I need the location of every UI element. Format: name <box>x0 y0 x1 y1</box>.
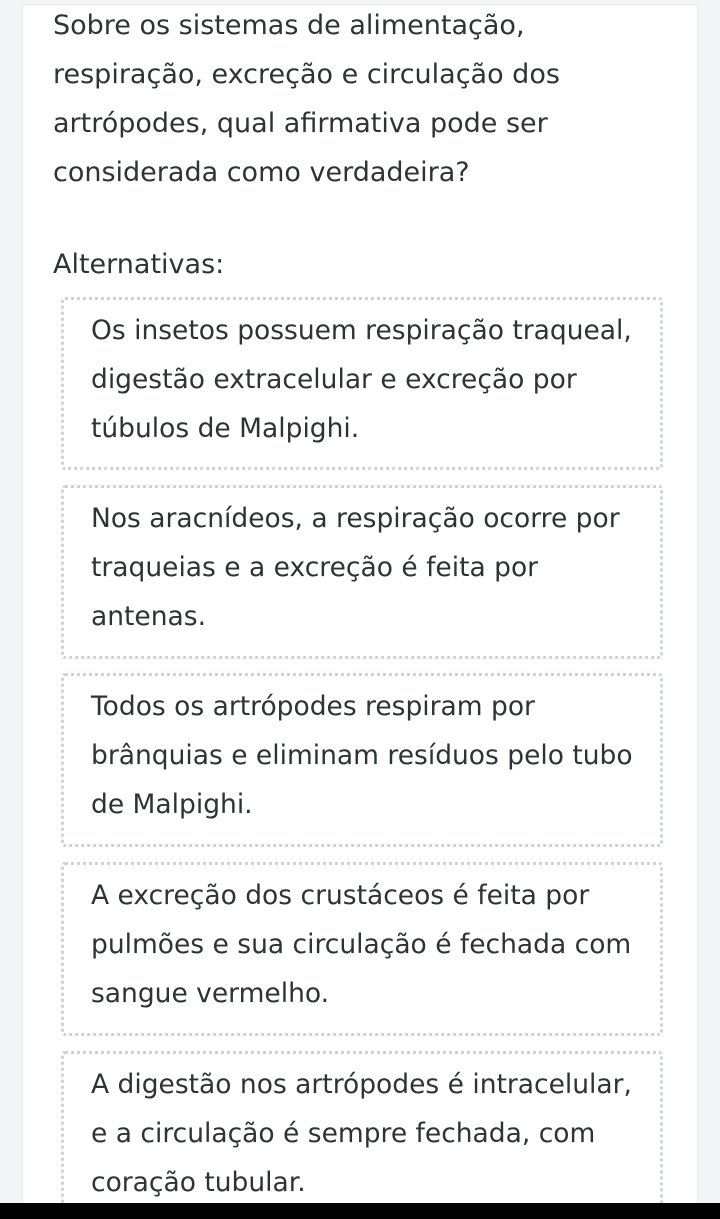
question-text: Sobre os sistemas de alimentação, respiração, excreção e circulação dos artrópodes, qual afirmativa pode ser considerada como verdadeira? <box>53 10 560 188</box>
option-1[interactable]: Os insetos possuem respiração traqueal, digestão extracelular e excreção por túbulos de Malpighi. <box>61 297 663 470</box>
screen-bottom-bar <box>0 1203 720 1219</box>
option-3[interactable]: Todos os artrópodes respiram por brânquias e eliminam resíduos pelo tubo de Malpighi. <box>61 673 663 847</box>
question-card <box>22 4 698 1214</box>
option-5[interactable]: A digestão nos artrópodes é intracelular, e a circulação é sempre fechada, com coração tubular. <box>61 1051 663 1214</box>
option-4[interactable]: A excreção dos crustáceos é feita por pulmões e sua circulação é fechada com sangue vermelho. <box>61 862 663 1036</box>
option-2[interactable]: Nos aracnídeos, a respiração ocorre por traqueias e a excreção é feita por antenas. <box>61 485 663 659</box>
alternatives-label: Alternativas: <box>53 249 225 280</box>
